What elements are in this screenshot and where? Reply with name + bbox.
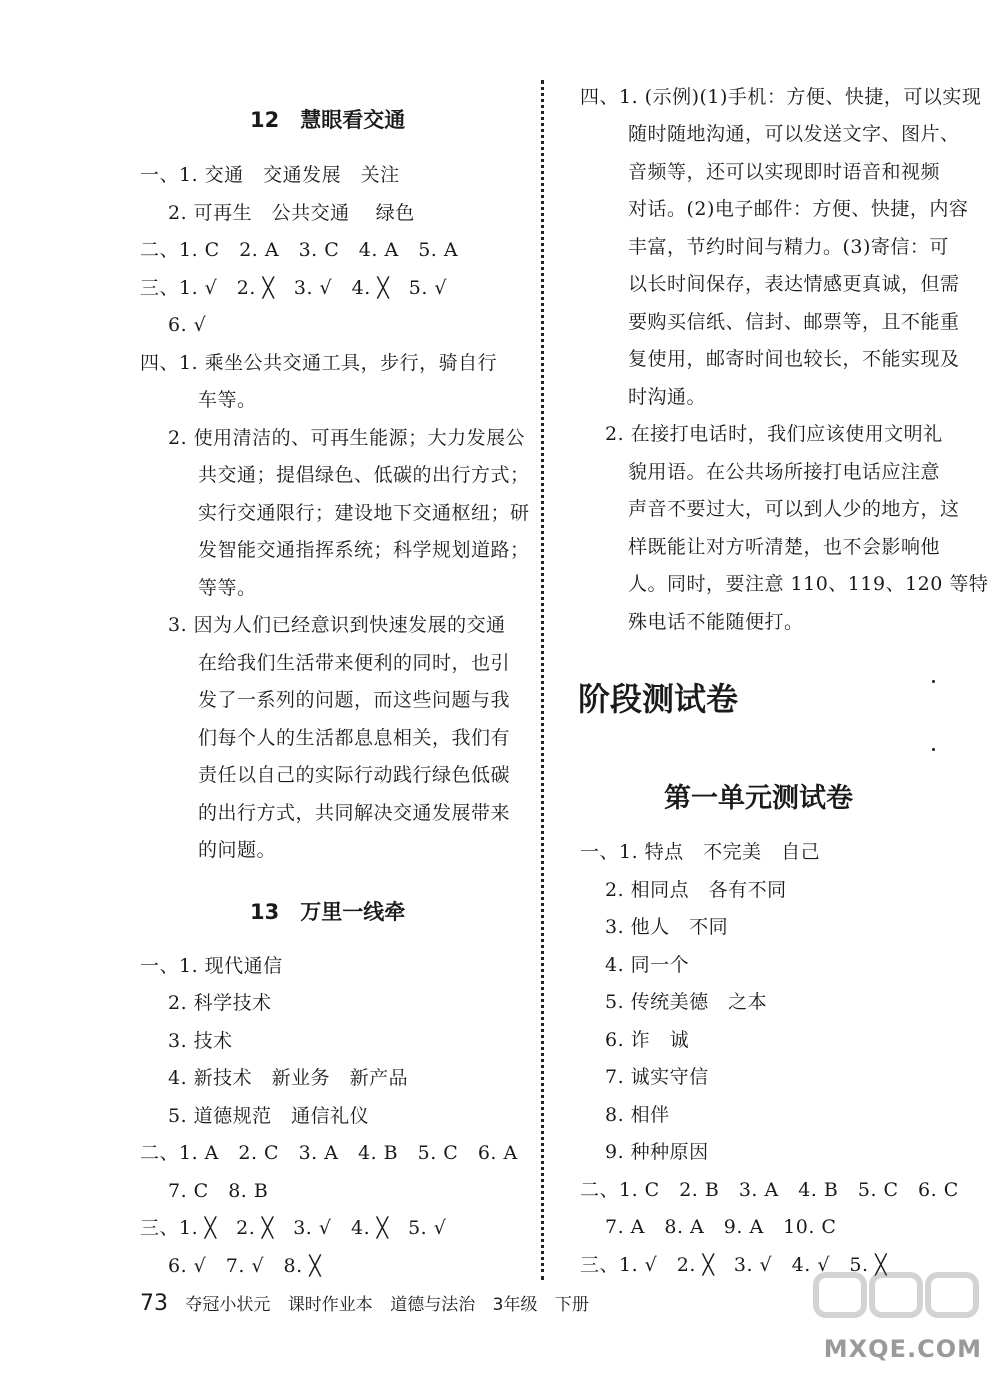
answer-line: 丰富，节约时间与精力。(3)寄信：可	[628, 236, 949, 258]
answer-line: 四、1. 乘坐公共交通工具，步行，骑自行	[140, 352, 498, 374]
section-12-title: 12 慧眼看交通	[250, 108, 406, 132]
answer-line: 4. 同一个	[605, 954, 690, 976]
footer-brand: 夺冠小状元	[185, 1295, 271, 1315]
answer-line: 三、1. ╳ 2. ╳ 3. √ 4. ╳ 5. √	[140, 1217, 447, 1239]
answer-line: 二、1. C 2. B 3. A 4. B 5. C 6. C	[580, 1179, 959, 1201]
answer-line: 殊电话不能随便打。	[628, 611, 804, 633]
answer-line: 4. 新技术 新业务 新产品	[168, 1067, 409, 1089]
stage-test-title: 阶段测试卷	[578, 680, 739, 718]
answer-line: 声音不要过大，可以到人少的地方，这	[628, 498, 960, 520]
answer-line: 车等。	[198, 389, 257, 411]
answer-line: 们每个人的生活都息息相关，我们有	[198, 727, 511, 749]
answer-line: 2. 可再生 公共交通 绿色	[168, 202, 415, 224]
section-13-title: 13 万里一线牵	[250, 900, 406, 924]
answer-line: 2. 使用清洁的、可再生能源；大力发展公	[168, 427, 526, 449]
answer-line: 一、1. 特点 不完美 自己	[580, 841, 821, 863]
answer-line: 5. 道德规范 通信礼仪	[168, 1105, 370, 1127]
unit-1-test-title: 第一单元测试卷	[664, 783, 853, 814]
column-divider	[541, 80, 544, 1280]
answer-line: 共交通；提倡绿色、低碳的出行方式；	[198, 464, 530, 486]
answer-line: 责任以自己的实际行动践行绿色低碳	[198, 764, 511, 786]
answer-line: 在给我们生活带来便利的同时，也引	[198, 652, 511, 674]
footer-subject: 道德与法治	[390, 1295, 476, 1315]
answer-line: 8. 相伴	[605, 1104, 670, 1126]
answer-line: 6. √ 7. √ 8. ╳	[168, 1255, 322, 1277]
answer-line: 一、1. 现代通信	[140, 955, 283, 977]
answer-line: 实行交通限行；建设地下交通枢纽；研	[198, 502, 530, 524]
answer-line: 3. 技术	[168, 1030, 233, 1052]
watermark-text: MXQE.COM	[823, 1335, 982, 1363]
answer-line: 等等。	[198, 577, 257, 599]
footer-grade: 3年级	[492, 1295, 538, 1315]
page-footer	[140, 1290, 601, 1316]
answer-line: 三、1. √ 2. ╳ 3. √ 4. √ 5. ╳	[580, 1254, 888, 1276]
answer-line: 貌用语。在公共场所接打电话应注意	[628, 461, 941, 483]
answer-line: 7. C 8. B	[168, 1180, 269, 1202]
answer-line: 要购买信纸、信封、邮票等，且不能重	[628, 311, 960, 333]
footer-volume: 下册	[554, 1295, 589, 1315]
answer-line: 6. √	[168, 314, 207, 336]
answer-line: 时沟通。	[628, 386, 707, 408]
answer-line: 复使用，邮寄时间也较长，不能实现及	[628, 348, 960, 370]
answer-line: 二、1. A 2. C 3. A 4. B 5. C 6. A	[140, 1142, 518, 1164]
answer-line: 3. 因为人们已经意识到快速发展的交通	[168, 614, 506, 636]
answer-line: 发了一系列的问题，而这些问题与我	[198, 689, 511, 711]
answer-line: 四、1. (示例)(1)手机：方便、快捷，可以实现	[580, 86, 982, 108]
answer-line: 3. 他人 不同	[605, 916, 729, 938]
answer-line: 的问题。	[198, 839, 277, 861]
answer-line: 5. 传统美德 之本	[605, 991, 768, 1013]
answer-line: 音频等，还可以实现即时语音和视频	[628, 161, 941, 183]
answer-line: 对话。(2)电子邮件：方便、快捷，内容	[628, 198, 969, 220]
answer-line: 一、1. 交通 交通发展 关注	[140, 164, 400, 186]
answer-line: 随时随地沟通，可以发送文字、图片、	[628, 123, 960, 145]
answer-line: 7. A 8. A 9. A 10. C	[605, 1216, 837, 1238]
answer-line: 样既能让对方听清楚，也不会影响他	[628, 536, 941, 558]
answer-line: 2. 科学技术	[168, 992, 272, 1014]
answer-line: 2. 在接打电话时，我们应该使用文明礼	[605, 423, 943, 445]
answer-line: 以长时间保存，表达情感更真诚，但需	[628, 273, 960, 295]
answer-line: 三、1. √ 2. ╳ 3. √ 4. ╳ 5. √	[140, 277, 448, 299]
answer-line: 2. 相同点 各有不同	[605, 879, 787, 901]
answer-line: 二、1. C 2. A 3. C 4. A 5. A	[140, 239, 459, 261]
answer-line: 发智能交通指挥系统；科学规划道路；	[198, 539, 530, 561]
answer-line: 人。同时，要注意 110、119、120 等特	[628, 573, 989, 595]
answer-line: 7. 诚实守信	[605, 1066, 709, 1088]
answer-line: 9. 种种原因	[605, 1141, 709, 1163]
answer-line: 6. 诈 诚	[605, 1029, 690, 1051]
page-number: 73	[140, 1291, 168, 1316]
speck-mark	[932, 680, 935, 683]
speck-mark	[932, 748, 935, 751]
footer-book: 课时作业本	[287, 1295, 373, 1315]
answer-line: 的出行方式，共同解决交通发展带来	[198, 802, 511, 824]
